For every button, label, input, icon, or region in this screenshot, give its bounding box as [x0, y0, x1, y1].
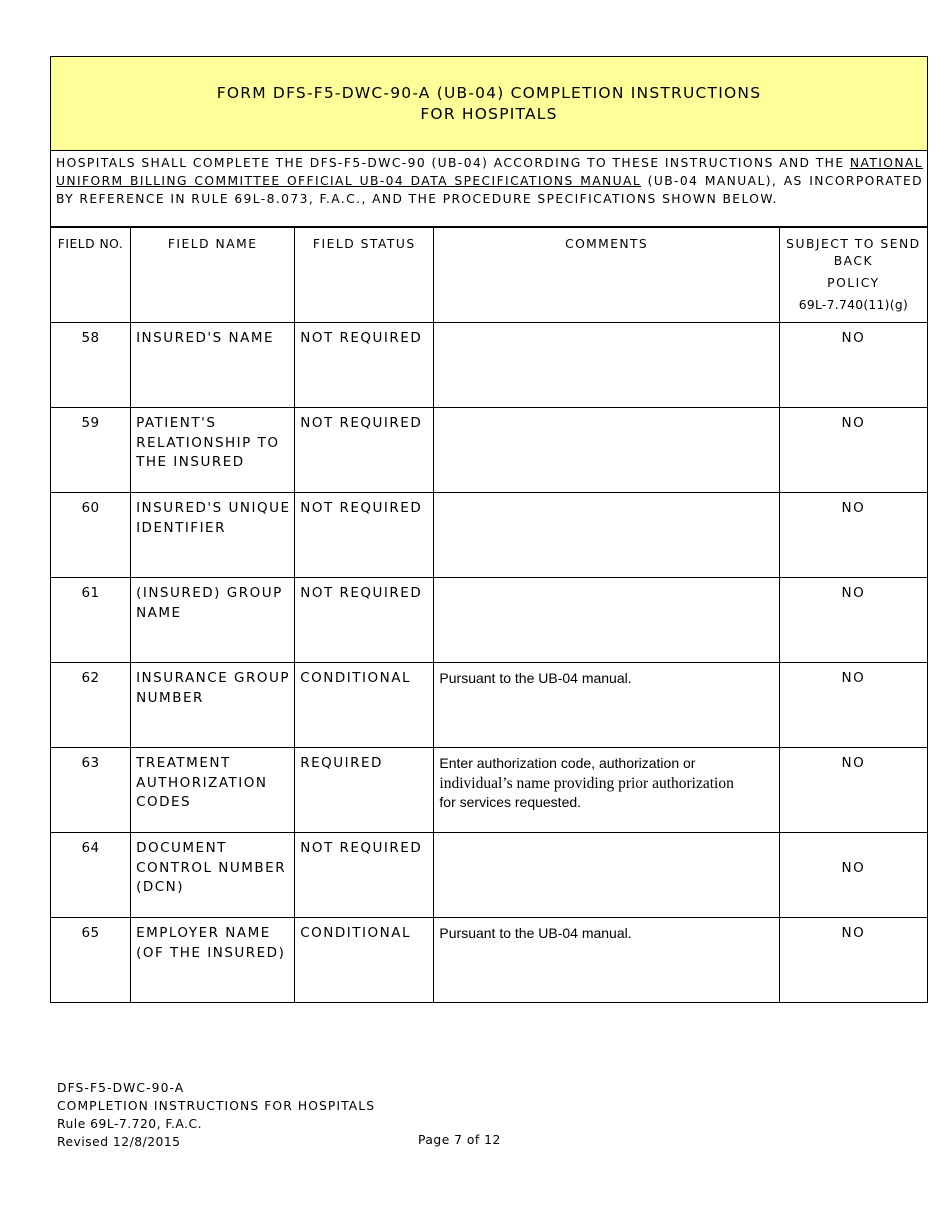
field-status: NOT REQUIRED: [295, 833, 434, 918]
intro-paragraph: [50, 151, 928, 227]
table-row: [51, 493, 928, 578]
send-back-value: NO: [779, 833, 927, 918]
field-name: INSURED'S NAME: [131, 323, 295, 408]
field-comment-line-2: individual’s name providing prior authorization: [439, 774, 734, 792]
page-number: Page 7 of 12: [418, 1133, 501, 1147]
send-back-value: NO: [779, 323, 927, 408]
field-no: 63: [51, 748, 131, 833]
header-field-status: FIELD STATUS: [295, 228, 434, 323]
table-row: [51, 323, 928, 408]
footer-form-title: COMPLETION INSTRUCTIONS FOR HOSPITALS: [57, 1099, 376, 1113]
table-row: [51, 748, 928, 833]
field-comment: Pursuant to the UB-04 manual.: [434, 663, 779, 748]
table-row: [51, 663, 928, 748]
field-no: 64: [51, 833, 131, 918]
field-status: NOT REQUIRED: [295, 493, 434, 578]
field-comment: [434, 748, 779, 833]
table-header-row: [51, 228, 928, 323]
field-name: PATIENT'S RELATIONSHIP TO THE INSURED: [131, 408, 295, 493]
field-no: 61: [51, 578, 131, 663]
field-comment: [434, 833, 779, 918]
table-row: [51, 833, 928, 918]
field-name: TREATMENT AUTHORIZATION CODES: [131, 748, 295, 833]
form-title-line-2: FOR HOSPITALS: [420, 105, 558, 123]
form-title-line-1: FORM DFS-F5-DWC-90-A (UB-04) COMPLETION INSTRUCTIONS: [216, 84, 762, 102]
instructions-sheet: [50, 56, 928, 1003]
field-name: INSURANCE GROUP NUMBER: [131, 663, 295, 748]
header-comments: COMMENTS: [434, 228, 779, 323]
field-comment: [434, 323, 779, 408]
intro-text-2: (UB-04 MANUAL), AS INCORPORATED BY REFERENCE IN RULE 69L-8.073, F.A.C., AND THE PROCEDURE SPECIFICATIONS SHOWN BELOW.: [56, 174, 924, 206]
field-instructions-table: [50, 227, 928, 1003]
field-name: DOCUMENT CONTROL NUMBER (DCN): [131, 833, 295, 918]
field-name: INSURED'S UNIQUE IDENTIFIER: [131, 493, 295, 578]
send-back-value: NO: [779, 408, 927, 493]
field-name: (INSURED) GROUP NAME: [131, 578, 295, 663]
header-send-back-label: SUBJECT TO SEND BACK: [786, 237, 921, 268]
header-field-no: FIELD NO.: [51, 228, 131, 323]
send-back-value: NO: [779, 748, 927, 833]
field-no: 62: [51, 663, 131, 748]
field-status: CONDITIONAL: [295, 663, 434, 748]
field-name: EMPLOYER NAME (OF THE INSURED): [131, 918, 295, 1003]
field-comment: Pursuant to the UB-04 manual.: [434, 918, 779, 1003]
footer-form-id: DFS-F5-DWC-90-A: [57, 1081, 185, 1095]
page-footer: [57, 1079, 375, 1151]
header-policy-label: POLICY: [827, 276, 880, 290]
header-policy-rule: 69L-7.740(11)(g): [798, 298, 909, 312]
footer-revised: Revised 12/8/2015: [57, 1135, 181, 1149]
field-status: NOT REQUIRED: [295, 578, 434, 663]
send-back-value: NO: [779, 493, 927, 578]
intro-text-1: HOSPITALS SHALL COMPLETE THE DFS-F5-DWC-90 (UB-04) ACCORDING TO THESE INSTRUCTIONS AND THE: [56, 156, 845, 170]
field-no: 59: [51, 408, 131, 493]
field-status: REQUIRED: [295, 748, 434, 833]
send-back-value: NO: [779, 918, 927, 1003]
send-back-value: NO: [779, 663, 927, 748]
form-title-banner: [50, 56, 928, 151]
table-row: [51, 578, 928, 663]
field-status: NOT REQUIRED: [295, 323, 434, 408]
header-field-name: FIELD NAME: [131, 228, 295, 323]
header-send-back: [779, 228, 927, 323]
table-row: [51, 408, 928, 493]
field-no: 65: [51, 918, 131, 1003]
field-comment: [434, 408, 779, 493]
table-row: [51, 918, 928, 1003]
manual-reference: NATIONAL UNIFORM BILLING COMMITTEE OFFICIAL UB-04 DATA SPECIFICATIONS MANUAL: [56, 156, 923, 188]
footer-rule: Rule 69L-7.720, F.A.C.: [57, 1117, 203, 1131]
field-comment-line-1: Enter authorization code, authorization or: [439, 755, 696, 771]
field-status: CONDITIONAL: [295, 918, 434, 1003]
field-comment-line-3: for services requested.: [439, 794, 582, 810]
send-back-value: NO: [779, 578, 927, 663]
field-no: 60: [51, 493, 131, 578]
field-no: 58: [51, 323, 131, 408]
field-status: NOT REQUIRED: [295, 408, 434, 493]
field-comment: [434, 578, 779, 663]
field-comment: [434, 493, 779, 578]
